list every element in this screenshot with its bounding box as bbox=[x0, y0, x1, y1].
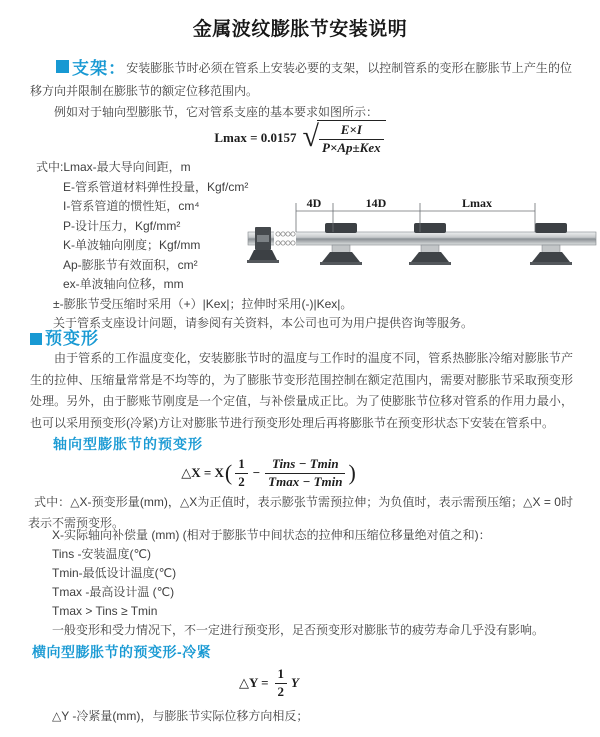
predeform-body-paragraph: 由于管系的工作温度变化，安装膨胀节时的温度与工作时的温度不同，管系热膨胀冷缩对膨胀节产生的拉伸、压缩量常常是不均等的，为了膨胀节变形范围控制在额定范围内，需要对膨胀节采取预变形处理。另外，由于膨账节刚度是一个定值，与补偿量成正比。为了使膨胀节位移对管系的作用力最小，也可以采用预变形(冷紧)方让对膨胀节进行预变形处理后再将膨胀节在预变形状态下安装在管系中。 bbox=[30, 351, 573, 430]
definition-line: Ap-膨胀节有效面积，cm² bbox=[63, 257, 198, 272]
half-numerator: 1 bbox=[238, 456, 245, 472]
axial-definitions-list bbox=[52, 526, 544, 640]
t-numerator: Tins − Tmin bbox=[271, 456, 339, 472]
predeform-section-heading bbox=[30, 324, 99, 349]
support-section-heading: 支架： bbox=[72, 59, 127, 78]
formula-lhs: Lmax = 0.0157 bbox=[214, 130, 297, 145]
lmax-formula bbox=[0, 121, 600, 155]
axial-note: 一般变形和受力情况下，不一定进行预变形，足否预变形对膨胀节的疲劳寿命几乎没有影响。 bbox=[52, 623, 545, 637]
pipe-support-diagram-svg bbox=[246, 194, 598, 274]
section-marker-icon bbox=[56, 60, 69, 73]
definition-line: ex-单波轴向位移，mm bbox=[63, 277, 184, 291]
page-title: 金属波纹膨胀节安装说明 bbox=[192, 19, 408, 40]
section-marker-icon bbox=[30, 333, 42, 345]
definition-line: E-管系管道材料弹性投量，Kgf/cm² bbox=[63, 179, 249, 194]
support-example-line: 例如对于轴向型膨胀节，它对管系支座的基本要求如图所示： bbox=[54, 105, 379, 119]
formula-lhs: △X = X bbox=[181, 465, 224, 480]
definition-line: I-管系管道的惯性矩，cm⁴ bbox=[63, 199, 200, 213]
definition-line: X-实际轴向补偿量 (mm) (相对于膨胀节中间状态的拉伸和压缩位移量绝对值之和)： bbox=[52, 528, 491, 542]
formula-numerator: E×I bbox=[340, 122, 362, 138]
bellows-icon bbox=[274, 231, 296, 247]
close-paren: ) bbox=[348, 460, 356, 485]
radical-sign-icon: √ bbox=[302, 120, 320, 153]
definition-line: P-设计压力，Kgf/mm² bbox=[63, 218, 181, 233]
axial-explain-paragraph: 式中：△X-预变形量(mm)，△X为正值时，表示膨张节需预拉伸；为负值时，表示需预压缩；△X = 0时表示不需预变形。 bbox=[28, 495, 573, 530]
lateral-subheading: 横向型膨胀节的预变形-冷紧 bbox=[32, 644, 212, 660]
lateral-predeform-formula bbox=[0, 668, 600, 698]
consulting-note: 关于管系支座设计问题，请参阅有关资料，本公司也可为用户提供咨询等服务。 bbox=[53, 316, 474, 330]
definition-line: Tmax -最高设计温 (℃) bbox=[52, 585, 175, 599]
dim-label-4d: 4D bbox=[306, 196, 322, 210]
axial-subheading: 轴向型膨胀节的预变形 bbox=[53, 436, 203, 452]
definition-line: 式中:Lmax-最大导向间距，m bbox=[36, 160, 191, 174]
formula-denominator: P×Ap±Kex bbox=[319, 139, 384, 156]
pipe-support-diagram bbox=[246, 194, 598, 274]
definition-line: K-单波轴向刚度；Kgf/mm bbox=[63, 238, 201, 252]
support-intro-paragraph bbox=[30, 57, 572, 103]
formula-denominator: 2 bbox=[275, 683, 288, 700]
lateral-note: △Y -冷紧量(mm)，与膨胀节实际位移方向相反； bbox=[52, 709, 309, 723]
definition-line: Tins -安装温度(℃) bbox=[52, 547, 152, 561]
axial-predeform-formula bbox=[0, 455, 600, 491]
formula-lhs: △Y = bbox=[238, 675, 269, 690]
radicand bbox=[317, 120, 386, 156]
t-denominator: Tmax − Tmin bbox=[265, 473, 345, 490]
minus-operator: − bbox=[252, 465, 261, 480]
half-denominator: 2 bbox=[235, 473, 248, 490]
formula-numerator: 1 bbox=[277, 666, 285, 682]
definition-line: Tmax > Tins ≥ Tmin bbox=[52, 604, 158, 618]
open-paren: ( bbox=[224, 460, 233, 485]
sign-convention-note: ±-膨胀节受压缩时采用（+）|Kex|；拉伸时采用(-)|Kex|。 bbox=[53, 296, 353, 311]
dim-label-14d: 14D bbox=[365, 196, 387, 210]
dim-label-lmax: Lmax bbox=[462, 196, 492, 210]
support-intro-text: 安装膨胀节时必须在管系上安装必要的支架，以控制管系的变形在膨胀节上产生的位移方向并限制在膨胀节的额定位移范围内。 bbox=[30, 61, 572, 98]
definition-line: Tmin-最低设计温度(℃) bbox=[52, 566, 177, 580]
predeform-heading-text: 预变形 bbox=[45, 329, 99, 348]
formula-rhs: Y bbox=[291, 675, 299, 690]
